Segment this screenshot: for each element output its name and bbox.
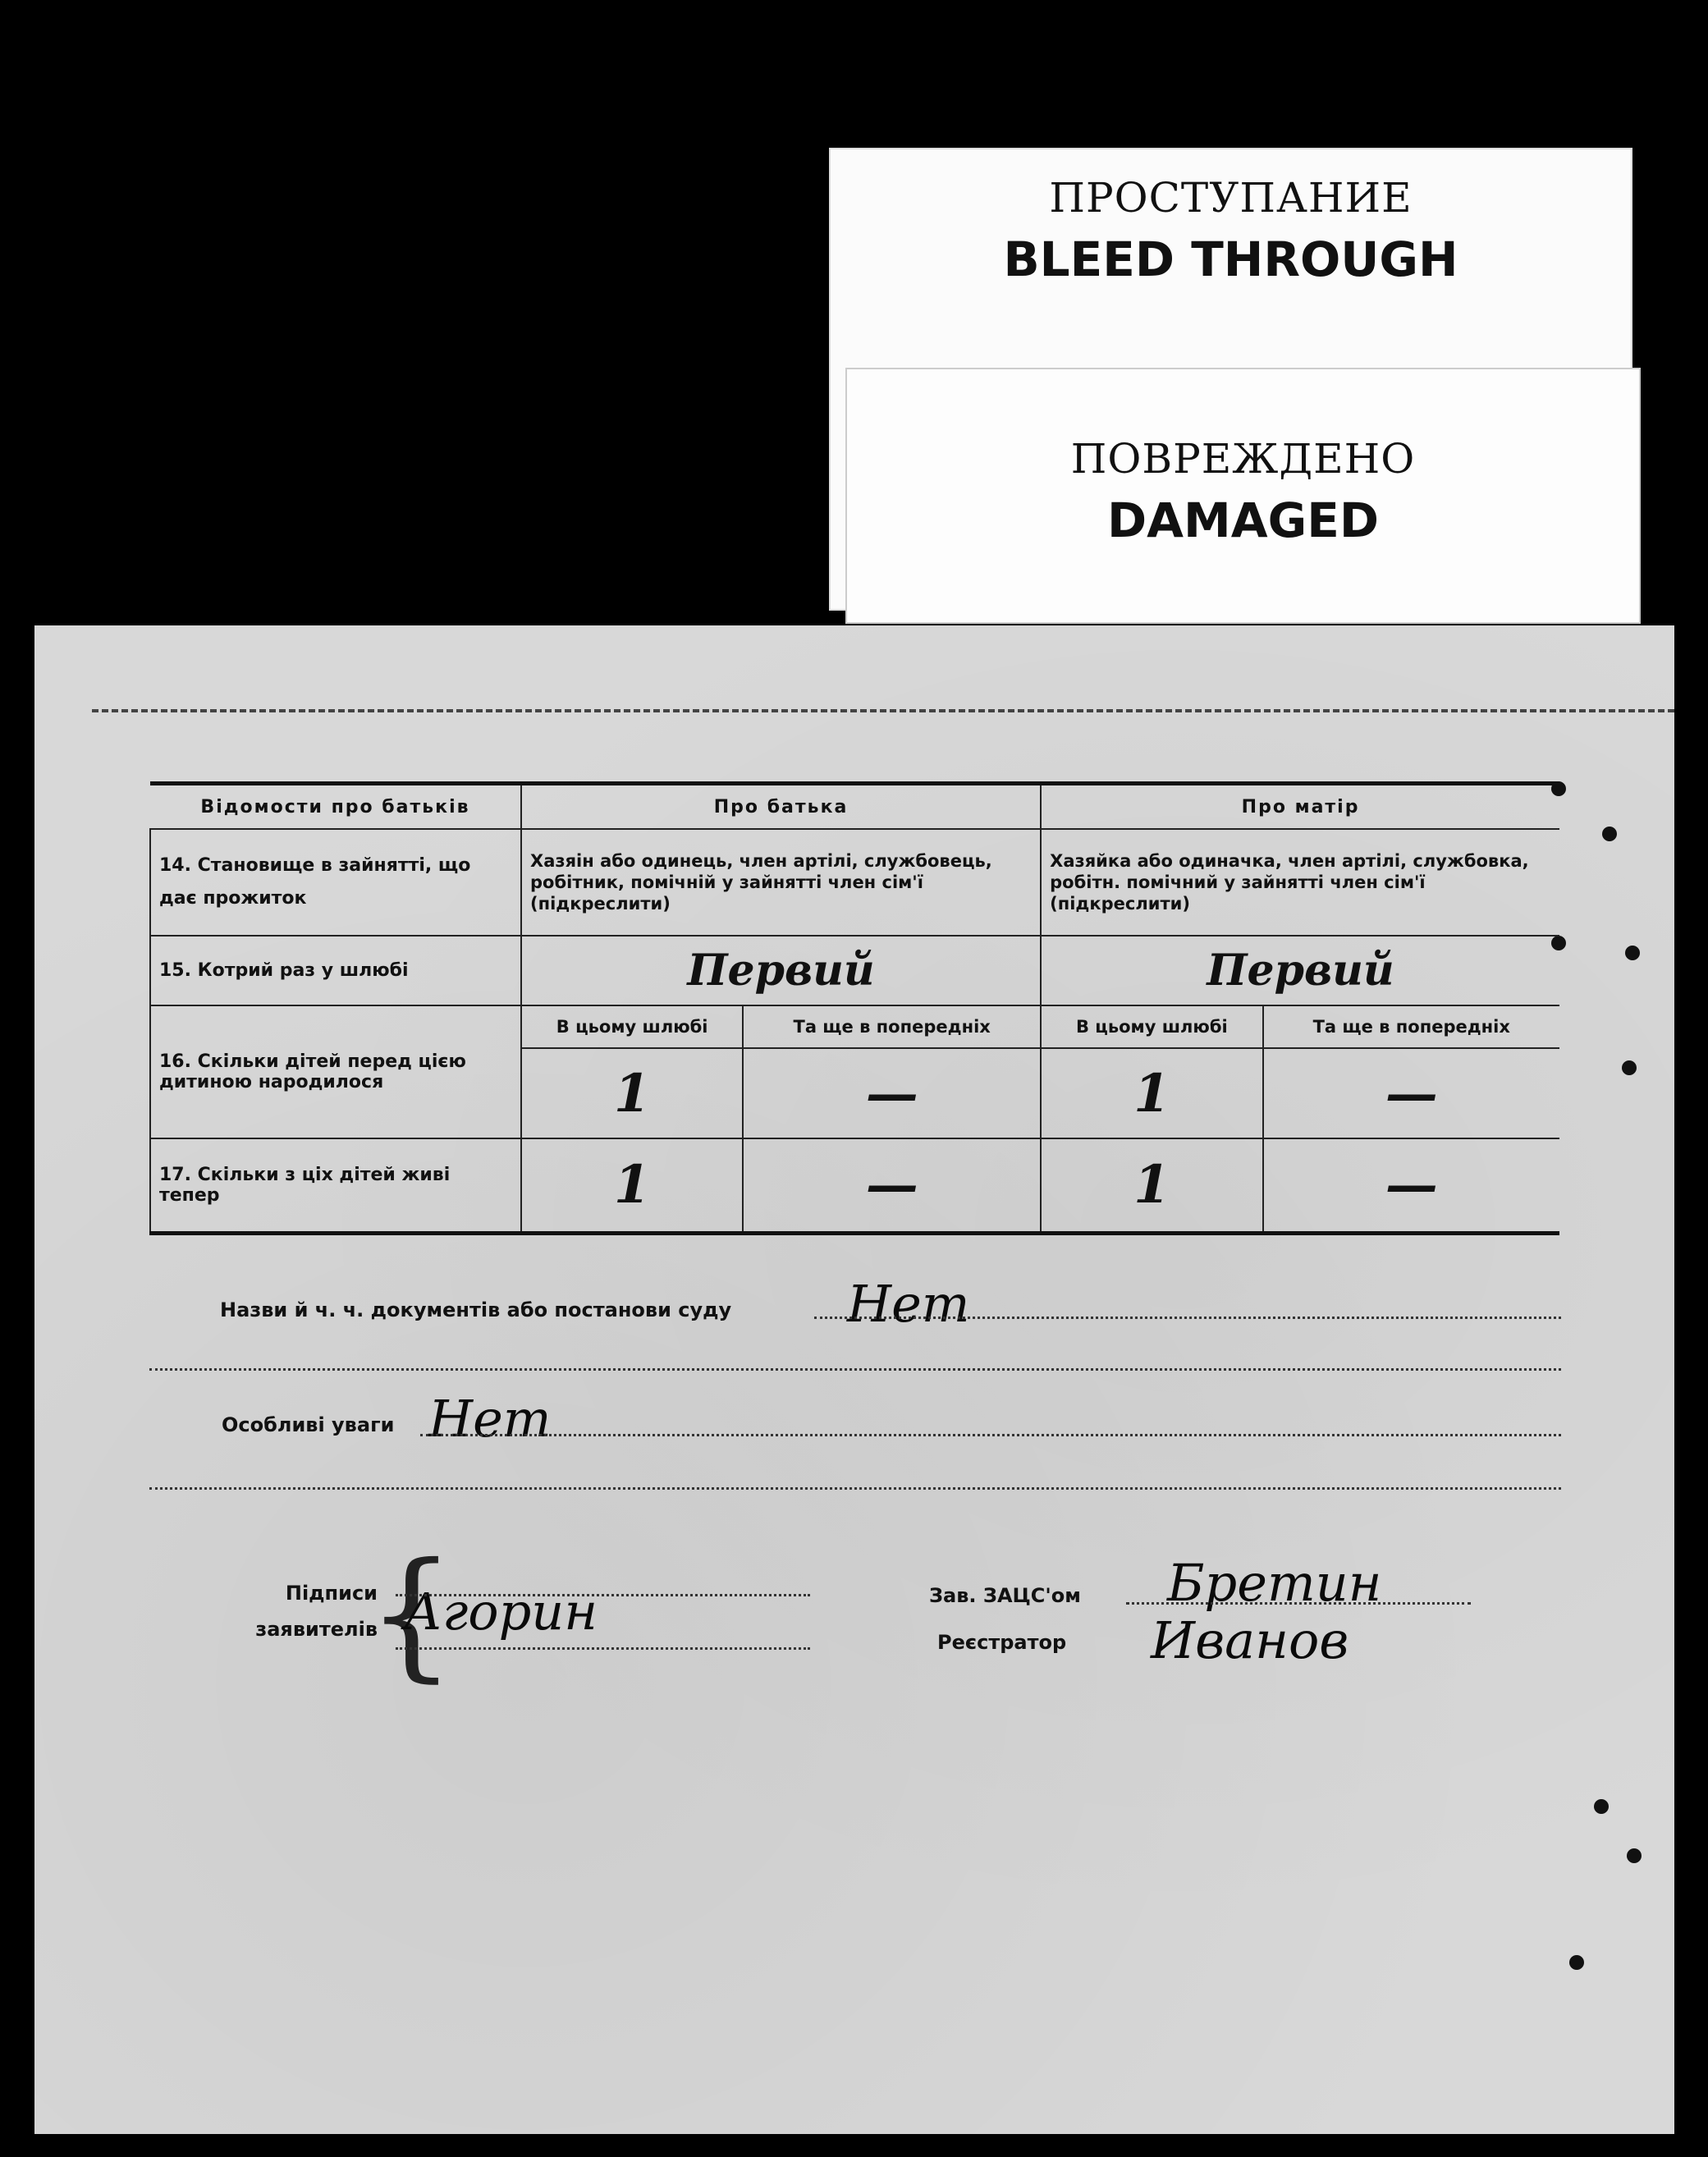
parents-info-table [149,781,1559,1235]
row17-mother-prev: — [1263,1138,1559,1233]
punch-hole [1622,1060,1637,1075]
row14-label: 14. Становище в зайнятті, що дає прожиток [150,829,521,936]
row15-label: 15. Котрий раз у шлюбі [150,936,521,1005]
row14-father-options: Хазяін або одинець, член артілі, службовець, робітник, помічній у зайнятті член сім'ї (підкреслити) [521,829,1041,936]
documents-value: Нет [847,1274,970,1334]
father-this-marriage-header: В цьому шлюбі [521,1005,743,1048]
row17-mother-this: 1 [1041,1138,1262,1233]
record-sheet [34,625,1674,2134]
row17-father-this: 1 [521,1138,743,1233]
damaged-card [845,368,1641,624]
head-signature: Бретин [1167,1553,1382,1613]
registrar-signature: Иванов [1151,1610,1349,1670]
signatures-label [238,1582,378,1641]
punch-hole [1602,827,1617,841]
punch-hole [1594,1799,1609,1814]
damaged-en: DAMAGED [1106,492,1379,548]
row16-father-prev: — [743,1048,1041,1138]
row15-father-value: Первий [521,936,1041,1005]
documents-line-2 [149,1368,1561,1371]
signatures-brace: { [367,1533,456,1696]
signature-line-1 [396,1594,810,1596]
punch-hole [1625,946,1640,960]
header-mother: Про матір [1041,784,1559,830]
documents-label: Назви й ч. ч. документів або постанови суду [220,1298,732,1321]
bleed-through-ru: ПРОСТУПАНИЕ [1049,174,1413,222]
header-father: Про батька [521,784,1041,830]
signatures-label-line1: Підписи [285,1582,378,1605]
damaged-ru: ПОВРЕЖДЕНО [1070,435,1416,483]
applicant-signature: Агорин [404,1582,598,1642]
bleed-through-en: BLEED THROUGH [1003,231,1458,287]
row17-label: 17. Скільки з ціх дітей живі тепер [150,1138,521,1233]
registrar-label: Реєстратор [937,1631,1067,1654]
notes-line [420,1434,1561,1436]
notes-line-2 [149,1487,1561,1490]
documents-line [814,1317,1561,1319]
perforation-line [92,709,1674,712]
row16-mother-prev: — [1263,1048,1559,1138]
mother-this-marriage-header: В цьому шлюбі [1041,1005,1262,1048]
punch-hole [1627,1848,1642,1863]
row16-label: 16. Скільки дітей перед цією дитиною народилося [150,1005,521,1138]
mother-previous-header: Та ще в попередніх [1263,1005,1559,1048]
signature-line-2 [396,1647,810,1650]
row17-father-prev: — [743,1138,1041,1233]
head-label: Зав. ЗАЦС'ом [929,1584,1081,1607]
notes-label: Особливі уваги [222,1413,395,1436]
header-parents-info: Відомости про батьків [150,784,521,830]
row16-mother-this: 1 [1041,1048,1262,1138]
father-previous-header: Та ще в попередніх [743,1005,1041,1048]
punch-hole [1569,1955,1584,1970]
head-line [1126,1602,1471,1605]
row14-mother-options: Хазяйка або одиначка, член артілі, службовка, робітн. помічний у зайнятті член сім'ї (підкреслити) [1041,829,1559,936]
signatures-label-line2: заявителів [255,1618,378,1641]
notes-value: Нет [428,1389,552,1449]
row16-father-this: 1 [521,1048,743,1138]
row15-mother-value: Первий [1041,936,1559,1005]
